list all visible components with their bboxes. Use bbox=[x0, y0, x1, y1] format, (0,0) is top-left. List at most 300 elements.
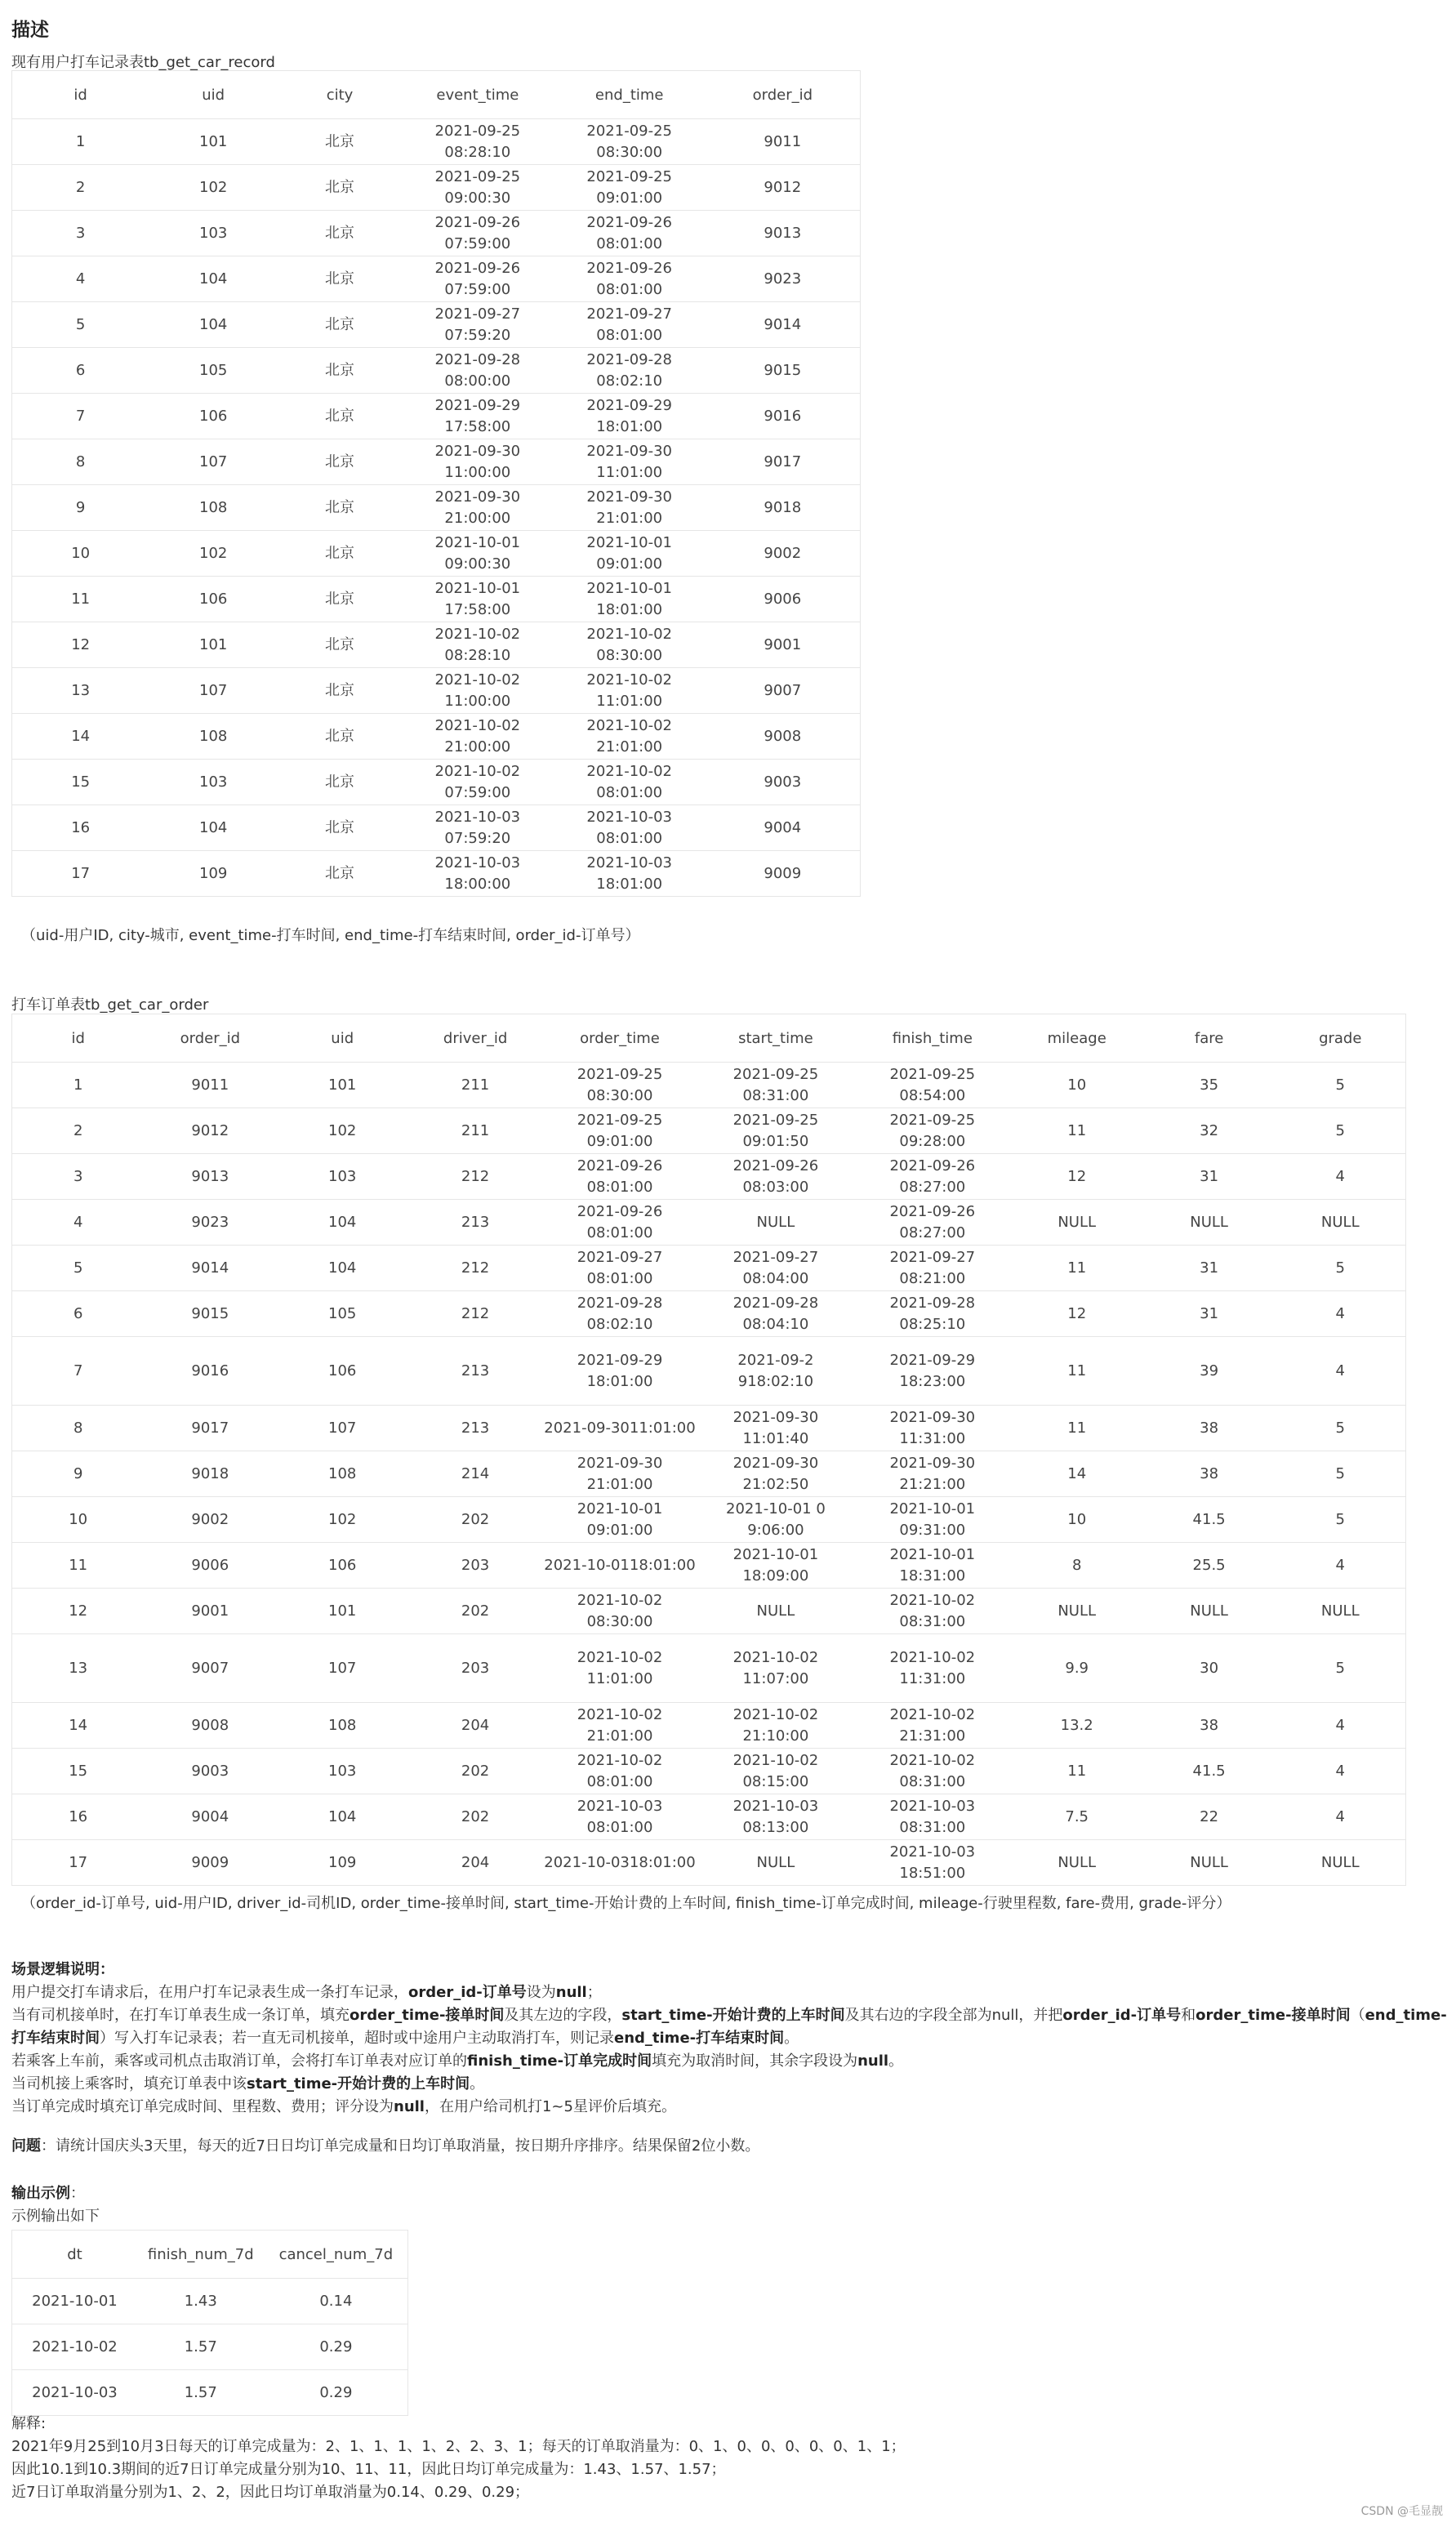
table-cell: 2021-09-26 08:27:00 bbox=[854, 1200, 1011, 1246]
table-cell: 北京 bbox=[278, 577, 402, 622]
table-cell: 9016 bbox=[706, 394, 861, 439]
table-cell: 2021-10-02 11:31:00 bbox=[854, 1634, 1011, 1703]
table-cell: 106 bbox=[276, 1543, 408, 1589]
table-cell: 2021-10-02 08:30:00 bbox=[554, 622, 706, 668]
table-cell: 2021-09-26 08:01:00 bbox=[542, 1200, 697, 1246]
table-cell: 9009 bbox=[706, 851, 861, 897]
table-cell: 2021-10-01 18:31:00 bbox=[854, 1543, 1011, 1589]
table-cell: 2021-10-03 07:59:20 bbox=[402, 805, 554, 851]
table-cell: NULL bbox=[1011, 1840, 1143, 1886]
car-order-table bbox=[11, 1014, 1406, 1886]
car-record-table bbox=[11, 70, 861, 897]
table-cell: 214 bbox=[408, 1451, 542, 1497]
table-cell: 2021-09-29 18:23:00 bbox=[854, 1337, 1011, 1406]
table-cell: 2021-09-25 08:30:00 bbox=[542, 1063, 697, 1108]
table-cell: 106 bbox=[149, 577, 278, 622]
column-header: mileage bbox=[1011, 1014, 1143, 1063]
table-cell: 8 bbox=[1011, 1543, 1143, 1589]
table-cell: 2021-09-26 08:01:00 bbox=[554, 211, 706, 256]
table-cell: 9018 bbox=[144, 1451, 276, 1497]
table-cell: 105 bbox=[276, 1291, 408, 1337]
table-row bbox=[12, 1291, 1406, 1337]
table-row bbox=[12, 1451, 1406, 1497]
table-cell: 38 bbox=[1143, 1703, 1276, 1749]
table-cell: 103 bbox=[149, 211, 278, 256]
table-cell: 北京 bbox=[278, 531, 402, 577]
table-cell: 2021-09-30 21:01:00 bbox=[542, 1451, 697, 1497]
table-cell: 17 bbox=[12, 1840, 145, 1886]
scenario-line-1: 用户提交打车请求后，在用户打车记录表生成一条打车记录，order_id-订单号设为null； bbox=[11, 1984, 602, 2001]
table-cell: 4 bbox=[1276, 1543, 1406, 1589]
table-cell: 2021-09-27 07:59:20 bbox=[402, 302, 554, 348]
table-cell: 7.5 bbox=[1011, 1794, 1143, 1840]
table-row bbox=[12, 622, 861, 668]
table-cell: 0.29 bbox=[265, 2370, 408, 2416]
table-cell: 2021-10-02 11:01:00 bbox=[554, 668, 706, 714]
table-cell: 2021-10-03 08:01:00 bbox=[542, 1794, 697, 1840]
table-cell: 9015 bbox=[144, 1291, 276, 1337]
output-label: 输出示例 bbox=[11, 2185, 70, 2202]
table-cell: 11 bbox=[1011, 1406, 1143, 1451]
table-cell: 2021-09-2 918:02:10 bbox=[697, 1337, 854, 1406]
table-cell: 2021-09-30 21:00:00 bbox=[402, 485, 554, 531]
table-cell: NULL bbox=[697, 1840, 854, 1886]
table-cell: 212 bbox=[408, 1154, 542, 1200]
table-cell: 9007 bbox=[144, 1634, 276, 1703]
table-cell: 4 bbox=[1276, 1703, 1406, 1749]
column-header: cancel_num_7d bbox=[265, 2231, 408, 2279]
table-cell: 104 bbox=[149, 256, 278, 302]
table-row bbox=[12, 1840, 1406, 1886]
table-cell: 2021-10-02 07:59:00 bbox=[402, 760, 554, 805]
table-row bbox=[12, 1200, 1406, 1246]
column-header: end_time bbox=[554, 71, 706, 119]
table-cell: 2021-09-25 09:01:50 bbox=[697, 1108, 854, 1154]
table-cell: 213 bbox=[408, 1406, 542, 1451]
table-cell: 2021-10-03 08:01:00 bbox=[554, 805, 706, 851]
table-cell: 2021-10-02 08:31:00 bbox=[854, 1589, 1011, 1634]
table-cell: 2021-10-03 18:00:00 bbox=[402, 851, 554, 897]
table-cell: 103 bbox=[149, 760, 278, 805]
table-cell: 2021-10-03 08:31:00 bbox=[854, 1794, 1011, 1840]
table-cell: 108 bbox=[276, 1451, 408, 1497]
table-cell: 31 bbox=[1143, 1154, 1276, 1200]
table-cell: 12 bbox=[1011, 1291, 1143, 1337]
table-cell: 11 bbox=[1011, 1337, 1143, 1406]
table-cell: NULL bbox=[1143, 1589, 1276, 1634]
table-cell: 1.57 bbox=[137, 2324, 265, 2370]
table-cell: 2021-10-02 21:10:00 bbox=[697, 1703, 854, 1749]
output-example-table bbox=[11, 2230, 408, 2416]
table-cell: 2021-10-01 18:01:00 bbox=[554, 577, 706, 622]
table-cell: 9018 bbox=[706, 485, 861, 531]
table-cell: 9007 bbox=[706, 668, 861, 714]
table-cell: 9017 bbox=[144, 1406, 276, 1451]
column-header: id bbox=[12, 71, 149, 119]
table-cell: 12 bbox=[12, 622, 149, 668]
table-cell: 2021-10-02 08:01:00 bbox=[542, 1749, 697, 1794]
table-cell: 204 bbox=[408, 1703, 542, 1749]
table-cell: 10 bbox=[12, 1497, 145, 1543]
table-cell: 2021-09-25 08:28:10 bbox=[402, 119, 554, 165]
explanation-line-1: 2021年9月25到10月3日每天的订单完成量为：2、1、1、1、1、2、2、3、1；每天的订单取消量为：0、1、0、0、0、0、0、1、1； bbox=[11, 2438, 906, 2455]
table-cell: 2021-09-29 18:01:00 bbox=[554, 394, 706, 439]
table-cell: 2021-09-28 08:04:10 bbox=[697, 1291, 854, 1337]
table-cell: 4 bbox=[1276, 1337, 1406, 1406]
table-cell: 5 bbox=[1276, 1634, 1406, 1703]
table-cell: 38 bbox=[1143, 1451, 1276, 1497]
table-row bbox=[12, 1543, 1406, 1589]
table-cell: 2021-10-02 21:00:00 bbox=[402, 714, 554, 760]
table-cell: 2021-09-30 11:01:00 bbox=[554, 439, 706, 485]
table-cell: 22 bbox=[1143, 1794, 1276, 1840]
table-row bbox=[12, 302, 861, 348]
table-cell: 0.14 bbox=[265, 2279, 408, 2324]
table-cell: 5 bbox=[1276, 1246, 1406, 1291]
table-cell: 101 bbox=[149, 119, 278, 165]
table-cell: 9004 bbox=[706, 805, 861, 851]
table-cell: 31 bbox=[1143, 1246, 1276, 1291]
table-row bbox=[12, 1497, 1406, 1543]
table-cell: NULL bbox=[697, 1200, 854, 1246]
table-cell: 108 bbox=[276, 1703, 408, 1749]
table-cell: 5 bbox=[1276, 1451, 1406, 1497]
table-cell: 7 bbox=[12, 1337, 145, 1406]
table-cell: 39 bbox=[1143, 1337, 1276, 1406]
table-cell: 10 bbox=[1011, 1063, 1143, 1108]
table-cell: 2021-10-02 08:15:00 bbox=[697, 1749, 854, 1794]
table-cell: 2021-09-28 08:25:10 bbox=[854, 1291, 1011, 1337]
column-header: grade bbox=[1276, 1014, 1406, 1063]
explanation-line-2: 因此10.1到10.3期间的近7日订单完成量分别为10、11、11，因此日均订单完成量为：1.43、1.57、1.57； bbox=[11, 2461, 726, 2478]
question-section bbox=[11, 2135, 1449, 2158]
table-row bbox=[12, 348, 861, 394]
table-row bbox=[12, 1154, 1406, 1200]
table-row bbox=[12, 531, 861, 577]
table-cell: 9006 bbox=[144, 1543, 276, 1589]
table-cell: 2021-09-30 21:02:50 bbox=[697, 1451, 854, 1497]
table-row bbox=[12, 760, 861, 805]
table-cell: 9023 bbox=[706, 256, 861, 302]
table-cell: 1.43 bbox=[137, 2279, 265, 2324]
table-cell: 北京 bbox=[278, 760, 402, 805]
table-cell: 9014 bbox=[144, 1246, 276, 1291]
table-cell: 6 bbox=[12, 348, 149, 394]
table-cell: 2021-10-02 08:31:00 bbox=[854, 1749, 1011, 1794]
column-header: finish_num_7d bbox=[137, 2231, 265, 2279]
table-cell: 9013 bbox=[706, 211, 861, 256]
table-cell: 2021-10-01 0 9:06:00 bbox=[697, 1497, 854, 1543]
table-cell: 203 bbox=[408, 1634, 542, 1703]
table-row bbox=[12, 1749, 1406, 1794]
table-cell: 211 bbox=[408, 1063, 542, 1108]
table-cell: 101 bbox=[276, 1589, 408, 1634]
table-cell: 2021-09-30 21:21:00 bbox=[854, 1451, 1011, 1497]
table-cell: 1.57 bbox=[137, 2370, 265, 2416]
table-row bbox=[12, 1634, 1406, 1703]
explanation-line-3: 近7日订单取消量分别为1、2、2，因此日均订单取消量为0.14、0.29、0.29； bbox=[11, 2484, 530, 2501]
table-cell: NULL bbox=[1143, 1200, 1276, 1246]
section-title: 描述 bbox=[11, 20, 49, 41]
table-cell: 2021-10-02 21:01:00 bbox=[554, 714, 706, 760]
table-cell: 102 bbox=[276, 1497, 408, 1543]
table-cell: 9004 bbox=[144, 1794, 276, 1840]
table-cell: 北京 bbox=[278, 485, 402, 531]
table-cell: NULL bbox=[1011, 1589, 1143, 1634]
table-cell: 9003 bbox=[706, 760, 861, 805]
table-cell: 101 bbox=[149, 622, 278, 668]
column-header: order_time bbox=[542, 1014, 697, 1063]
table-cell: 9003 bbox=[144, 1749, 276, 1794]
table-cell: 3 bbox=[12, 1154, 145, 1200]
table-cell: 3 bbox=[12, 211, 149, 256]
table-cell: 102 bbox=[149, 165, 278, 211]
table-cell: 2021-09-25 09:01:00 bbox=[542, 1108, 697, 1154]
table-row bbox=[12, 211, 861, 256]
table-cell: 2021-09-25 08:30:00 bbox=[554, 119, 706, 165]
explanation-label: 解释: bbox=[11, 2415, 47, 2432]
table-cell: 5 bbox=[12, 1246, 145, 1291]
table-cell: 13 bbox=[12, 1634, 145, 1703]
table-cell: 9002 bbox=[706, 531, 861, 577]
table-cell: 9009 bbox=[144, 1840, 276, 1886]
table-cell: 104 bbox=[276, 1246, 408, 1291]
table-cell: 5 bbox=[1276, 1497, 1406, 1543]
table-cell: 2021-10-03 08:13:00 bbox=[697, 1794, 854, 1840]
table-cell: 6 bbox=[12, 1291, 145, 1337]
table-cell: 北京 bbox=[278, 622, 402, 668]
table-cell: 17 bbox=[12, 851, 149, 897]
table-row bbox=[12, 485, 861, 531]
table-cell: 204 bbox=[408, 1840, 542, 1886]
table-cell: 9011 bbox=[706, 119, 861, 165]
question-label: 问题 bbox=[11, 2137, 41, 2155]
table-cell: 2021-09-25 09:01:00 bbox=[554, 165, 706, 211]
table-cell: 202 bbox=[408, 1794, 542, 1840]
table-cell: 北京 bbox=[278, 805, 402, 851]
table-row bbox=[12, 1108, 1406, 1154]
table-cell: 4 bbox=[1276, 1154, 1406, 1200]
table-cell: 8 bbox=[12, 1406, 145, 1451]
table-cell: 32 bbox=[1143, 1108, 1276, 1154]
table2-note: （order_id-订单号, uid-用户ID, driver_id-司机ID, order_time-接单时间, start_time-开始计费的上车时间, finish_time-订单完成时间, mileage-行驶里程数, fare-费用, grade-评分） bbox=[21, 1895, 1231, 1912]
table-cell: 16 bbox=[12, 805, 149, 851]
table-cell: 5 bbox=[12, 302, 149, 348]
column-header: start_time bbox=[697, 1014, 854, 1063]
table-cell: 9013 bbox=[144, 1154, 276, 1200]
table-cell: 104 bbox=[276, 1200, 408, 1246]
table-cell: 11 bbox=[1011, 1749, 1143, 1794]
table-cell: 9 bbox=[12, 1451, 145, 1497]
table-cell: 106 bbox=[149, 394, 278, 439]
table-cell: 2021-10-01 09:01:00 bbox=[554, 531, 706, 577]
scenario-line-2: 当有司机接单时，在打车订单表生成一条订单，填充order_time-接单时间及其左边的字段，start_time-开始计费的上车时间及其右边的字段全部为null，并把order_id-订单号和order_time-接单时间（end_time-打车结束时间）写入打车记录表；若一直无司机接单，超时或中途用户主动取消打车，则记录end_time-打车结束时间。 bbox=[11, 2007, 1447, 2047]
table-cell: 108 bbox=[149, 714, 278, 760]
table-cell: 2021-10-01 18:09:00 bbox=[697, 1543, 854, 1589]
table-cell: 2021-09-3011:01:00 bbox=[542, 1406, 697, 1451]
table-cell: 北京 bbox=[278, 119, 402, 165]
table-cell: 2021-10-03 18:01:00 bbox=[554, 851, 706, 897]
table-cell: 15 bbox=[12, 760, 149, 805]
table-cell: 2021-09-30 11:31:00 bbox=[854, 1406, 1011, 1451]
table-cell: 9.9 bbox=[1011, 1634, 1143, 1703]
table-cell: 2021-09-30 11:00:00 bbox=[402, 439, 554, 485]
table-cell: 38 bbox=[1143, 1406, 1276, 1451]
table-cell: 9008 bbox=[706, 714, 861, 760]
table-cell: 5 bbox=[1276, 1108, 1406, 1154]
scenario-label: 场景逻辑说明： bbox=[11, 1961, 114, 1978]
table-cell: 213 bbox=[408, 1337, 542, 1406]
table-cell: 2021-10-02 08:28:10 bbox=[402, 622, 554, 668]
table-row bbox=[12, 165, 861, 211]
table-cell: 4 bbox=[1276, 1749, 1406, 1794]
table-cell: 12 bbox=[1011, 1154, 1143, 1200]
table-cell: 2021-10-0318:01:00 bbox=[542, 1840, 697, 1886]
table-cell: 2021-09-30 11:01:40 bbox=[697, 1406, 854, 1451]
table-cell: 1 bbox=[12, 119, 149, 165]
table-row bbox=[12, 439, 861, 485]
column-header: order_id bbox=[144, 1014, 276, 1063]
table-row bbox=[12, 851, 861, 897]
table-cell: 107 bbox=[276, 1406, 408, 1451]
column-header: uid bbox=[276, 1014, 408, 1063]
table-cell: 41.5 bbox=[1143, 1749, 1276, 1794]
table-cell: 109 bbox=[149, 851, 278, 897]
table-cell: NULL bbox=[1276, 1589, 1406, 1634]
table-cell: 16 bbox=[12, 1794, 145, 1840]
table-cell: 108 bbox=[149, 485, 278, 531]
table-cell: 14 bbox=[1011, 1451, 1143, 1497]
table-cell: 4 bbox=[12, 256, 149, 302]
table-cell: 2021-09-29 17:58:00 bbox=[402, 394, 554, 439]
table-cell: 2021-09-26 07:59:00 bbox=[402, 256, 554, 302]
table-cell: 212 bbox=[408, 1291, 542, 1337]
table1-note: （uid-用户ID, city-城市, event_time-打车时间, end_time-打车结束时间, order_id-订单号） bbox=[21, 927, 640, 944]
table-row bbox=[12, 668, 861, 714]
table-cell: 104 bbox=[276, 1794, 408, 1840]
table-cell: 11 bbox=[1011, 1246, 1143, 1291]
table-cell: 北京 bbox=[278, 165, 402, 211]
scenario-line-5: 当订单完成时填充订单完成时间、里程数、费用；评分设为null，在用户给司机打1~5星评价后填充。 bbox=[11, 2098, 676, 2115]
table-cell: NULL bbox=[1276, 1200, 1406, 1246]
watermark: CSDN @毛显靓 bbox=[1360, 2505, 1443, 2518]
column-header: dt bbox=[12, 2231, 137, 2279]
table-cell: 2021-09-28 08:00:00 bbox=[402, 348, 554, 394]
table-cell: 9002 bbox=[144, 1497, 276, 1543]
table-cell: 9023 bbox=[144, 1200, 276, 1246]
table-row bbox=[12, 577, 861, 622]
scenario-line-3: 若乘客上车前，乘客或司机点击取消订单，会将打车订单表对应订单的finish_time-订单完成时间填充为取消时间，其余字段设为null。 bbox=[11, 2052, 904, 2070]
table-cell: 13 bbox=[12, 668, 149, 714]
table-cell: 2021-10-02 11:01:00 bbox=[542, 1634, 697, 1703]
table-cell: 104 bbox=[149, 302, 278, 348]
table-row bbox=[12, 1589, 1406, 1634]
table-cell: 9016 bbox=[144, 1337, 276, 1406]
table-cell: 北京 bbox=[278, 302, 402, 348]
table-cell: 15 bbox=[12, 1749, 145, 1794]
table-cell: 2021-10-02 11:00:00 bbox=[402, 668, 554, 714]
table-cell: 14 bbox=[12, 714, 149, 760]
table-cell: 2021-10-02 21:01:00 bbox=[542, 1703, 697, 1749]
table-cell: 4 bbox=[1276, 1794, 1406, 1840]
table-cell: 2021-10-01 09:31:00 bbox=[854, 1497, 1011, 1543]
table-cell: 北京 bbox=[278, 668, 402, 714]
table-cell: 2 bbox=[12, 165, 149, 211]
table-row bbox=[12, 1703, 1406, 1749]
table-row bbox=[12, 714, 861, 760]
table-cell: 202 bbox=[408, 1589, 542, 1634]
column-header: event_time bbox=[402, 71, 554, 119]
table-cell: 10 bbox=[12, 531, 149, 577]
table-cell: 107 bbox=[276, 1634, 408, 1703]
table-cell: 2021-09-30 21:01:00 bbox=[554, 485, 706, 531]
table-cell: 35 bbox=[1143, 1063, 1276, 1108]
table-cell: 9001 bbox=[144, 1589, 276, 1634]
table-cell: 212 bbox=[408, 1246, 542, 1291]
table-cell: 2021-09-25 09:00:30 bbox=[402, 165, 554, 211]
table-cell: 2021-09-28 08:02:10 bbox=[554, 348, 706, 394]
table-cell: 2021-10-02 08:30:00 bbox=[542, 1589, 697, 1634]
table-cell: 2021-09-27 08:04:00 bbox=[697, 1246, 854, 1291]
table-cell: 2021-09-25 08:31:00 bbox=[697, 1063, 854, 1108]
column-header: fare bbox=[1143, 1014, 1276, 1063]
table-row bbox=[12, 1063, 1406, 1108]
table-cell: NULL bbox=[1276, 1840, 1406, 1886]
table-cell: 4 bbox=[1276, 1291, 1406, 1337]
table-cell: 2021-10-0118:01:00 bbox=[542, 1543, 697, 1589]
table-row bbox=[12, 805, 861, 851]
table-cell: 102 bbox=[276, 1108, 408, 1154]
table-cell: 北京 bbox=[278, 211, 402, 256]
table-cell: 31 bbox=[1143, 1291, 1276, 1337]
table-cell: 2021-09-25 08:54:00 bbox=[854, 1063, 1011, 1108]
table-cell: 5 bbox=[1276, 1063, 1406, 1108]
table-row bbox=[12, 1246, 1406, 1291]
table-cell: NULL bbox=[1011, 1200, 1143, 1246]
table-cell: 2021-09-26 08:03:00 bbox=[697, 1154, 854, 1200]
table-cell: 2021-09-27 08:01:00 bbox=[542, 1246, 697, 1291]
table-row bbox=[12, 1406, 1406, 1451]
column-header: id bbox=[12, 1014, 145, 1063]
table-row bbox=[12, 2279, 408, 2324]
question-text: ：请统计国庆头3天里，每天的近7日日均订单完成量和日均订单取消量，按日期升序排序。结果保留2位小数。 bbox=[41, 2137, 760, 2155]
table-row bbox=[12, 1337, 1406, 1406]
table-cell: 2021-10-03 bbox=[12, 2370, 137, 2416]
table-cell: 103 bbox=[276, 1749, 408, 1794]
table-cell: 北京 bbox=[278, 348, 402, 394]
table-cell: 2021-10-02 08:01:00 bbox=[554, 760, 706, 805]
table1-caption: 现有用户打车记录表tb_get_car_record bbox=[11, 54, 275, 71]
table-cell: 2021-10-01 09:01:00 bbox=[542, 1497, 697, 1543]
scenario-line-4: 当司机接上乘客时，填充订单表中该start_time-开始计费的上车时间。 bbox=[11, 2075, 485, 2092]
scenario-section bbox=[11, 1959, 1449, 2119]
table-cell: 14 bbox=[12, 1703, 145, 1749]
column-header: finish_time bbox=[854, 1014, 1011, 1063]
table-cell: 101 bbox=[276, 1063, 408, 1108]
table-cell: 2021-10-01 bbox=[12, 2279, 137, 2324]
table-cell: 203 bbox=[408, 1543, 542, 1589]
table-cell: 30 bbox=[1143, 1634, 1276, 1703]
column-header: uid bbox=[149, 71, 278, 119]
table-cell: 2021-09-29 18:01:00 bbox=[542, 1337, 697, 1406]
table-cell: 104 bbox=[149, 805, 278, 851]
table-cell: 2021-09-25 09:28:00 bbox=[854, 1108, 1011, 1154]
output-section: 输出示例： 示例输出如下 bbox=[11, 2182, 1449, 2228]
table-cell: 9001 bbox=[706, 622, 861, 668]
table-cell: 106 bbox=[276, 1337, 408, 1406]
table-cell: 102 bbox=[149, 531, 278, 577]
table-cell: 2021-10-02 bbox=[12, 2324, 137, 2370]
